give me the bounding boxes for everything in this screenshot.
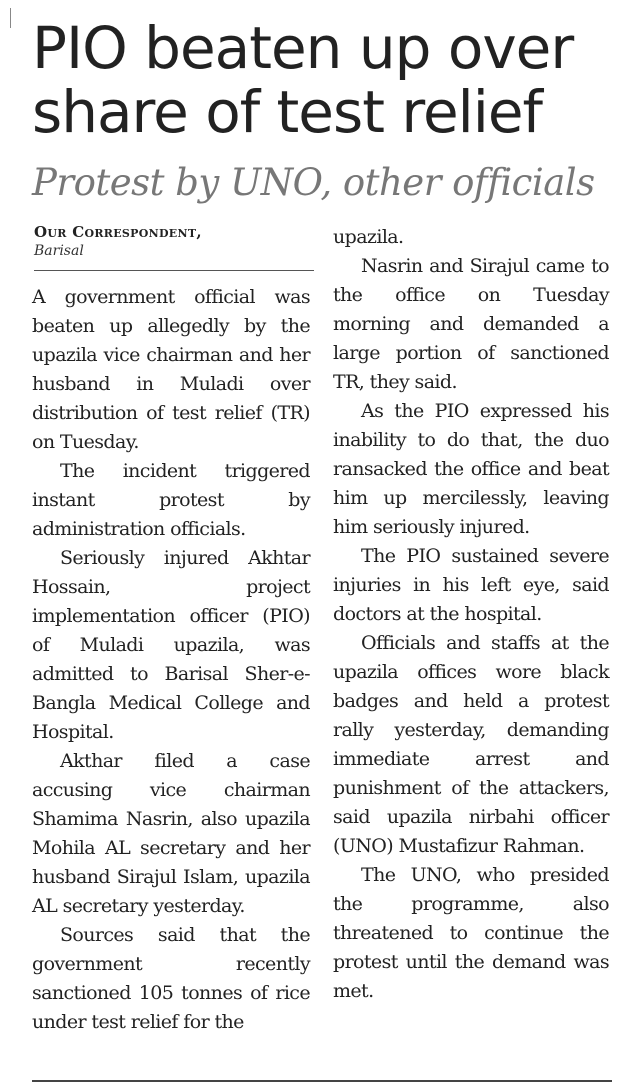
paragraph: Officials and staffs at the upazila offices wore black badges and held a protest rally yesterday, demanding immediate arrest and punishment of the attackers, said upazila nirbahi officer (UNO) Mustafizur Rahman. <box>333 632 609 857</box>
byline-divider <box>34 270 314 271</box>
paragraph: Seriously injured Akhtar Hossain, project implementation officer (PIO) of Muladi upazila, was admitted to Barisal Sher-e-Bangla Medical College and Hospital. <box>32 547 310 743</box>
headline: PIO beaten up over share of test relief <box>32 14 574 146</box>
paragraph: As the PIO expressed his inability to do that, the duo ransacked the office and beat him up mercilessly, leaving him seriously injured. <box>333 400 609 538</box>
paragraph: Nasrin and Sirajul came to the office on Tuesday morning and demanded a large portion of sanctioned TR, they said. <box>333 255 609 393</box>
paragraph: The incident triggered instant protest by administration officials. <box>32 460 310 540</box>
article-column-right <box>333 223 609 1006</box>
article-column-left <box>32 283 310 1037</box>
subheadline: Protest by UNO, other officials <box>32 161 595 204</box>
paragraph: The PIO sustained severe injuries in his left eye, said doctors at the hospital. <box>333 545 609 625</box>
paragraph: Sources said that the government recently sanctioned 105 tonnes of rice under test relief for the <box>32 924 310 1033</box>
paragraph: A government official was beaten up allegedly by the upazila vice chairman and her husband in Muladi over distribution of test relief (TR) on Tuesday. <box>32 286 310 453</box>
byline-place: Barisal <box>34 243 84 259</box>
column-divider <box>10 8 11 28</box>
paragraph: The UNO, who presided the programme, also threatened to continue the protest until the demand was met. <box>333 864 609 1002</box>
paragraph: Akthar filed a case accusing vice chairman Shamima Nasrin, also upazila Mohila AL secretary and her husband Sirajul Islam, upazila AL secretary yesterday. <box>32 750 310 917</box>
paragraph: upazila. <box>333 226 404 248</box>
byline-name: Our Correspondent, <box>34 223 202 241</box>
bottom-divider <box>32 1080 612 1082</box>
byline <box>34 222 314 260</box>
